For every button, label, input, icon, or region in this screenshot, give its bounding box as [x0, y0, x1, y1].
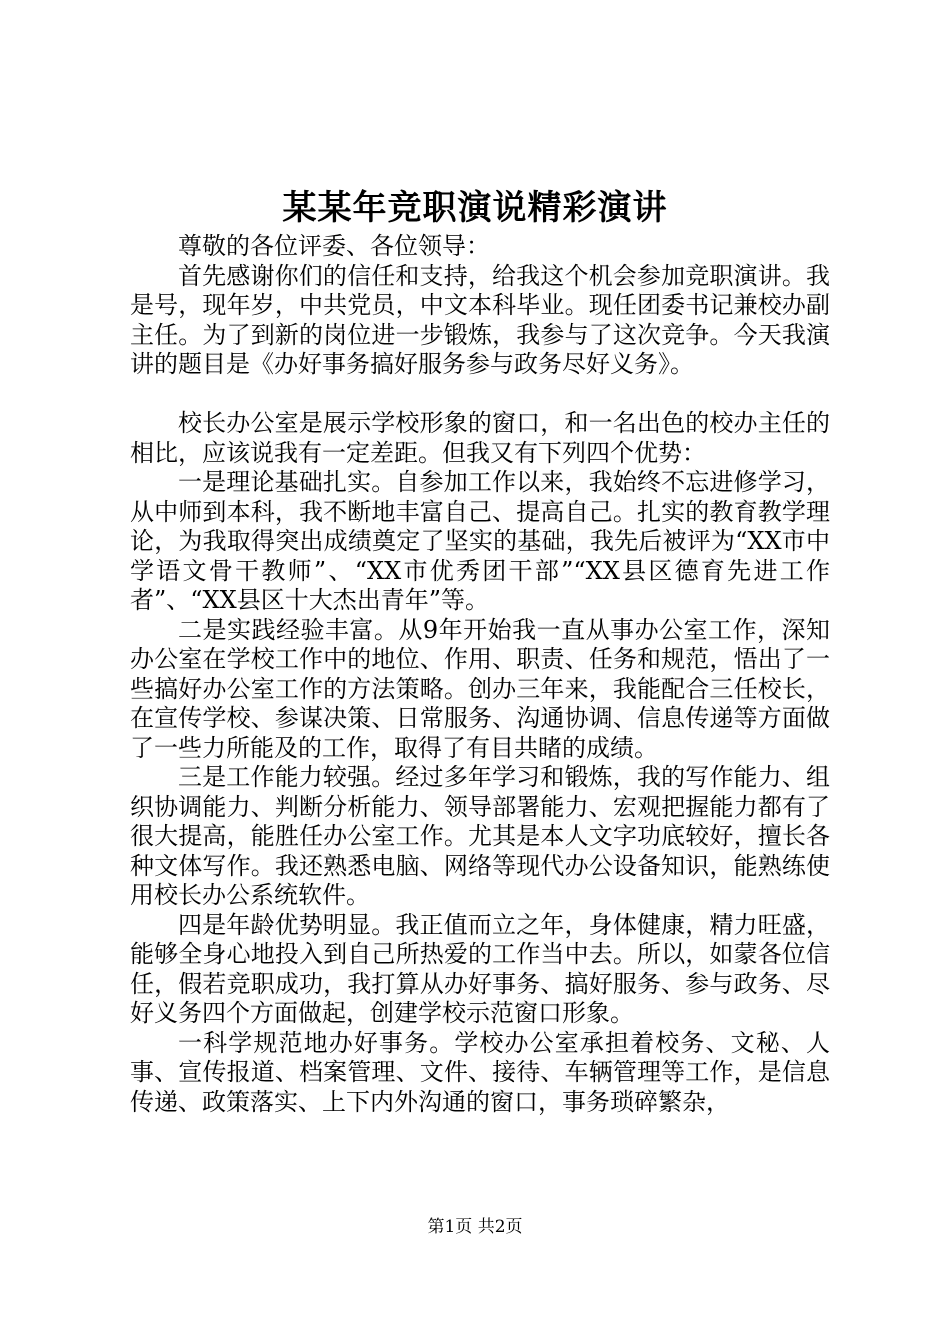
- self-assessment-paragraph: 校长办公室是展示学校形象的窗口，和一名出色的校办主任的相比，应该说我有一定差距。但我又有下列四个优势：: [130, 409, 830, 467]
- page-footer: 第1页 共2页: [427, 1217, 523, 1237]
- advantage-three-paragraph: 三是工作能力较强。经过多年学习和锻炼，我的写作能力、组织协调能力、判断分析能力、领导部署能力、宏观把握能力都有了很大提高，能胜任办公室工作。尤其是本人文字功底较好，擅长各种文体写作。我还熟悉电脑、网络等现代办公设备知识，能熟练使用校长办公系统软件。: [130, 763, 830, 909]
- document-title: 某某年竞职演说精彩演讲: [282, 188, 668, 228]
- advantage-two-paragraph: 二是实践经验丰富。从9年开始我一直从事办公室工作，深知办公室在学校工作中的地位、作用、职责、任务和规范，悟出了一些搞好办公室工作的方法策略。创办三年来，我能配合三任校长，在宣传学校、参谋决策、日常服务、沟通协调、信息传递等方面做了一些力所能及的工作，取得了有目共睹的成绩。: [130, 615, 830, 762]
- document-body: [130, 232, 830, 1117]
- advantage-one-paragraph: 一是理论基础扎实。自参加工作以来，我始终不忘进修学习，从中师到本科，我不断地丰富自己、提高自己。扎实的教育教学理论，为我取得突出成绩奠定了坚实的基础，我先后被评为“XX市中学语文骨干教师”、“XX市优秀团干部”“XX县区德育先进工作者”、“XX县区十大杰出青年”等。: [130, 468, 830, 614]
- advantage-four-paragraph: 四是年龄优势明显。我正值而立之年，身体健康，精力旺盛，能够全身心地投入到自己所热爱的工作当中去。所以，如蒙各位信任，假若竞职成功，我打算从办好事务、搞好服务、参与政务、尽好义务四个方面做起，创建学校示范窗口形象。: [130, 910, 830, 1027]
- salutation-paragraph: 尊敬的各位评委、各位领导：: [178, 232, 490, 260]
- introduction-paragraph: 首先感谢你们的信任和支持，给我这个机会参加竞职演讲。我是号，现年岁，中共党员，中文本科毕业。现任团委书记兼校办副主任。为了到新的岗位进一步锻炼，我参与了这次竞争。今天我演讲的题目是《办好事务搞好服务参与政务尽好义务》。: [130, 261, 830, 378]
- plan-one-paragraph: 一科学规范地办好事务。学校办公室承担着校务、文秘、人事、宣传报道、档案管理、文件、接待、车辆管理等工作，是信息传递、政策落实、上下内外沟通的窗口，事务琐碎繁杂，: [130, 1028, 830, 1116]
